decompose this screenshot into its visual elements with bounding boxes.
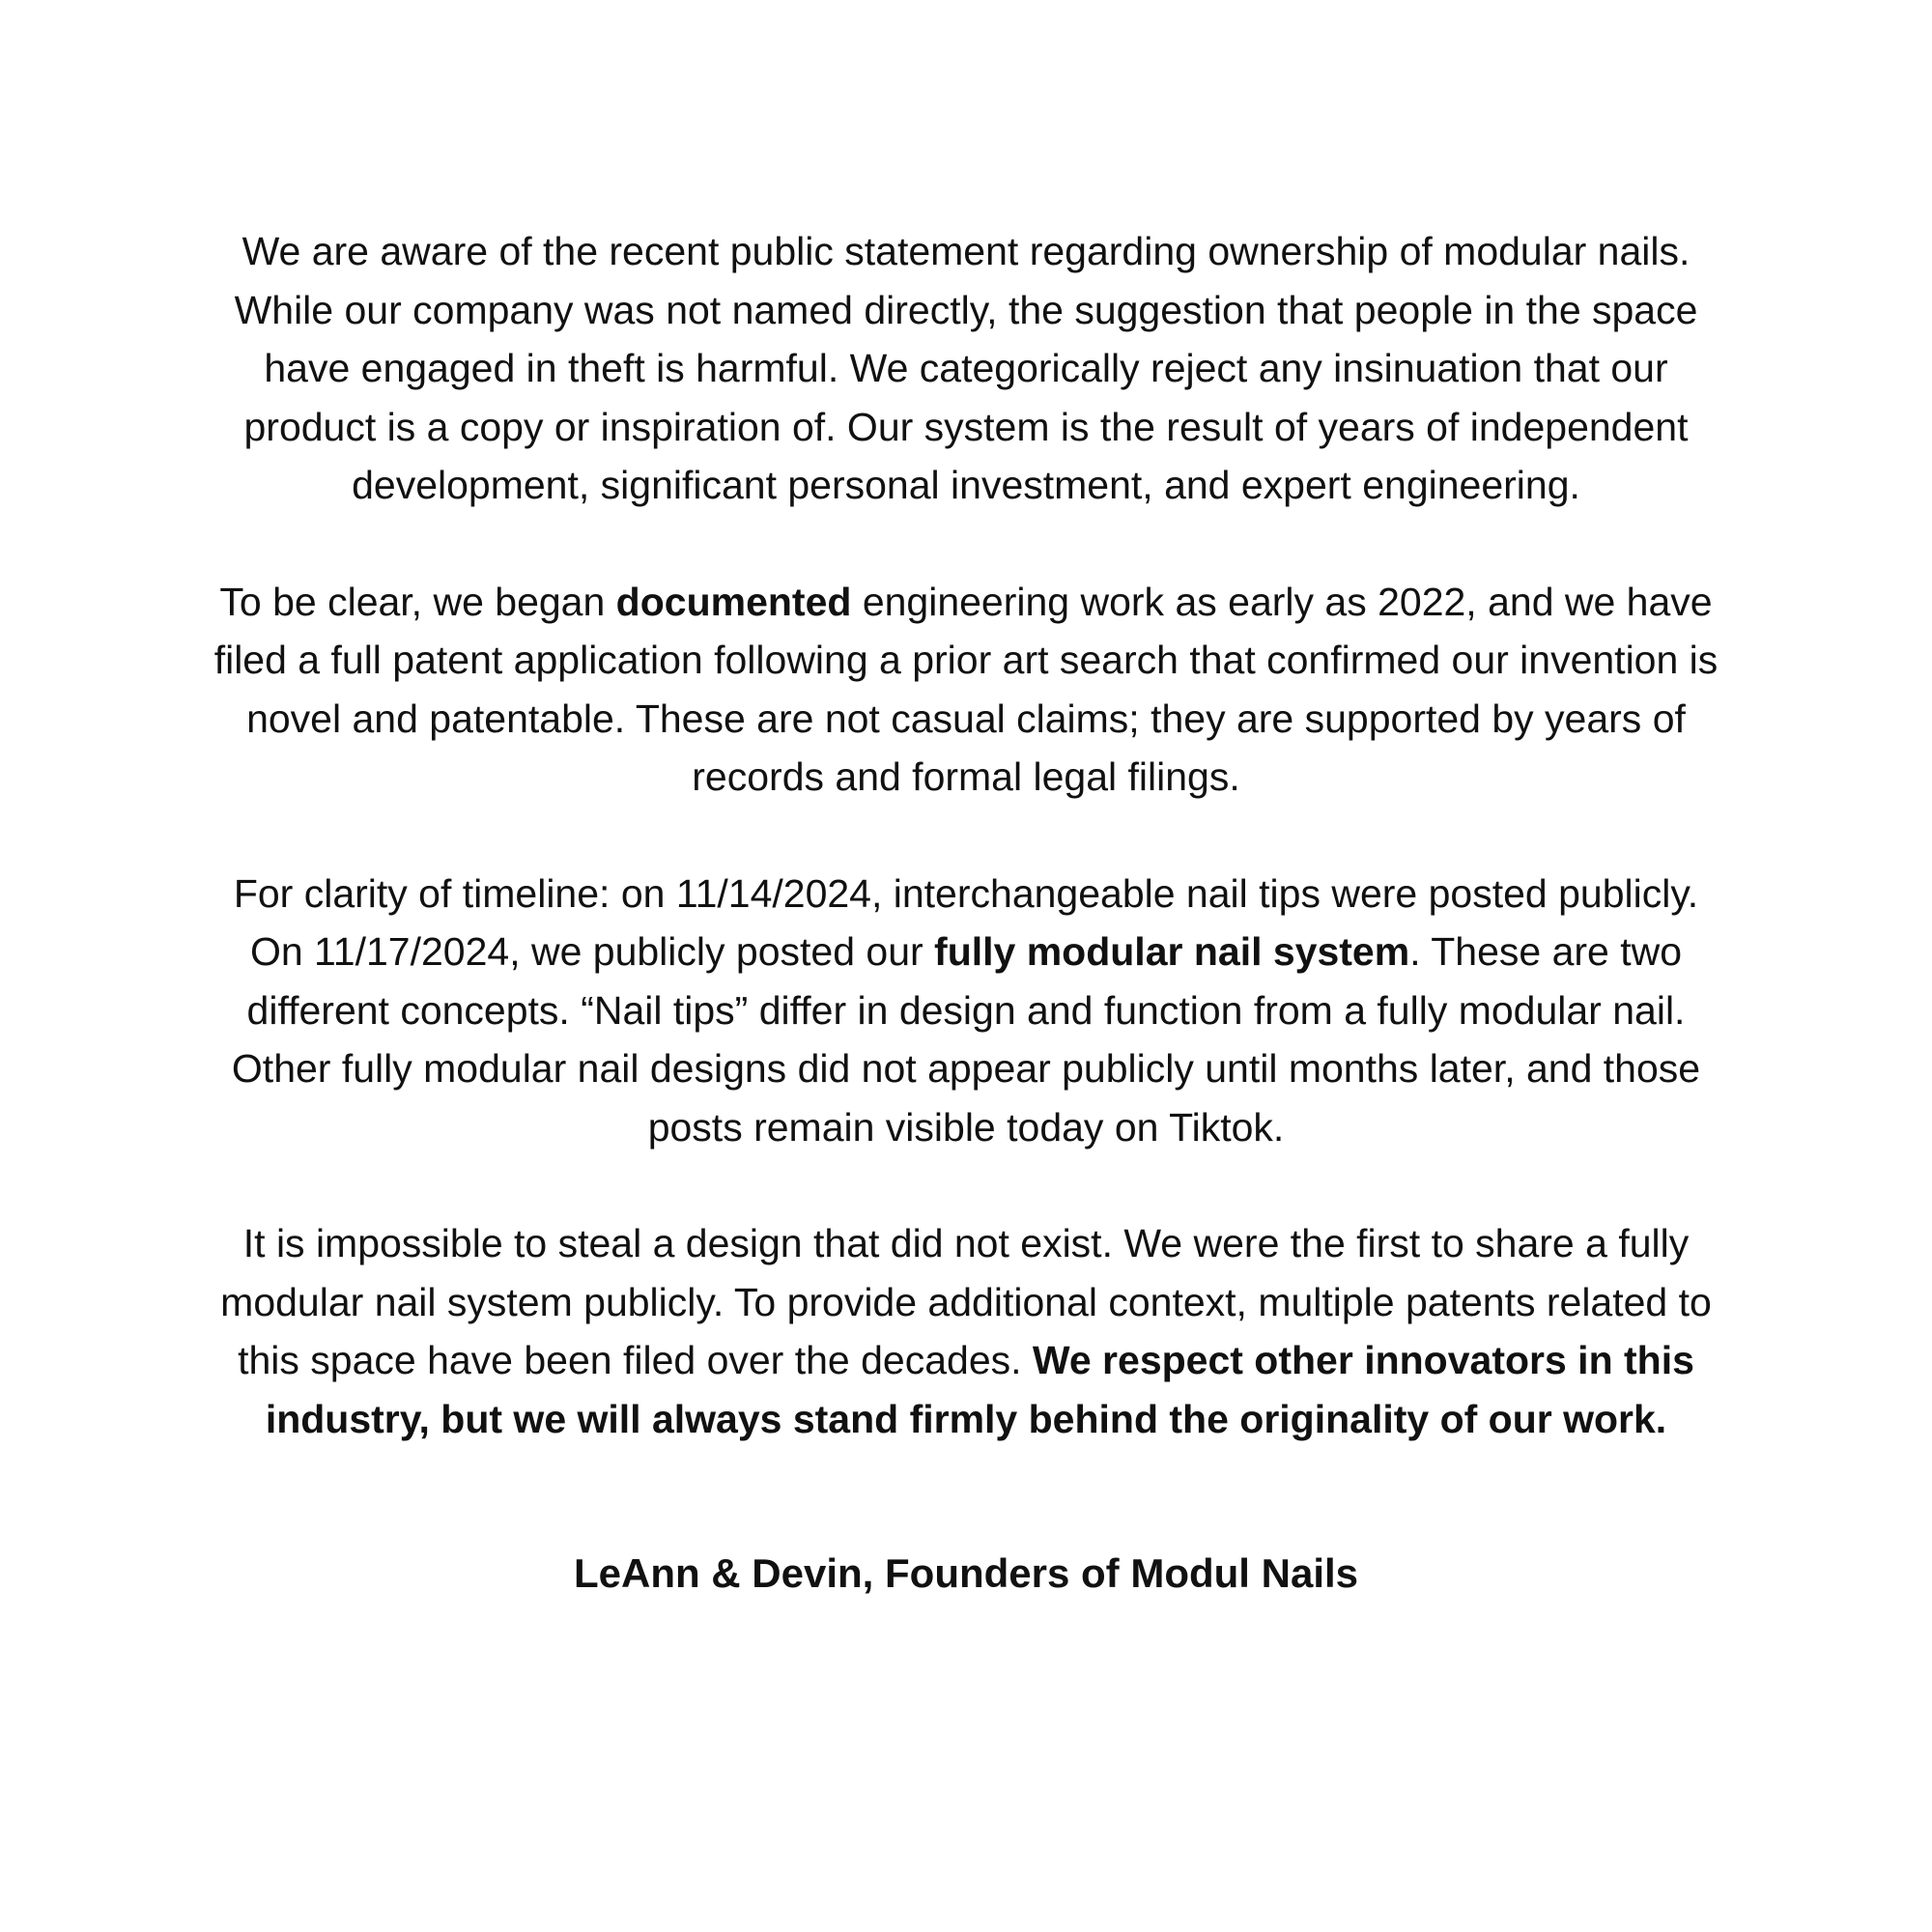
signature: LeAnn & Devin, Founders of Modul Nails (573, 1550, 1359, 1596)
emphasis-respect-statement: We respect other innovators in this industry, but we will always stand firmly behind the originality of our work. (265, 1338, 1694, 1441)
emphasis-documented: documented (615, 579, 852, 624)
paragraph-timeline (213, 865, 1719, 1157)
emphasis-fully-modular-nail-system: fully modular nail system (934, 929, 1410, 974)
statement (213, 222, 1719, 1603)
paragraph-timeline-text-1: For clarity of timeline: on 11/14/2024, interchangeable nail tips were posted publicly. On 11/17/2024, we publicly posted our (233, 870, 1699, 974)
paragraph-documentation-text-2: engineering work as early as 2022, and we have filed a full patent application following a prior art search that confirmed our invention is novel and patentable. These are not casual claims; they are supported by years of records and formal legal filings. (213, 579, 1719, 799)
paragraph-documentation (213, 573, 1719, 807)
paragraph-originality (213, 1214, 1719, 1448)
paragraph-originality-text: It is impossible to steal a design that did not exist. We were the first to share a fully modular nail system publicly. To provide additional context, multiple patents related to this space have been filed over the decades. (220, 1221, 1712, 1382)
paragraph-documentation-text-1: To be clear, we began (219, 579, 616, 624)
paragraph-awareness: We are aware of the recent public statement regarding ownership of modular nails. While our company was not named directly, the suggestion that people in the space have engaged in theft is harmful. We categorically reject any insinuation that our product is a copy or inspiration of. Our system is the result of years of independent development, significant personal investment, and expert engineering. (234, 229, 1698, 507)
paragraph-timeline-text-2: . These are two different concepts. “Nail tips” differ in design and function from a fully modular nail. Other fully modular nail designs did not appear publicly until months later, and those posts remain visible today on Tiktok. (231, 929, 1701, 1150)
